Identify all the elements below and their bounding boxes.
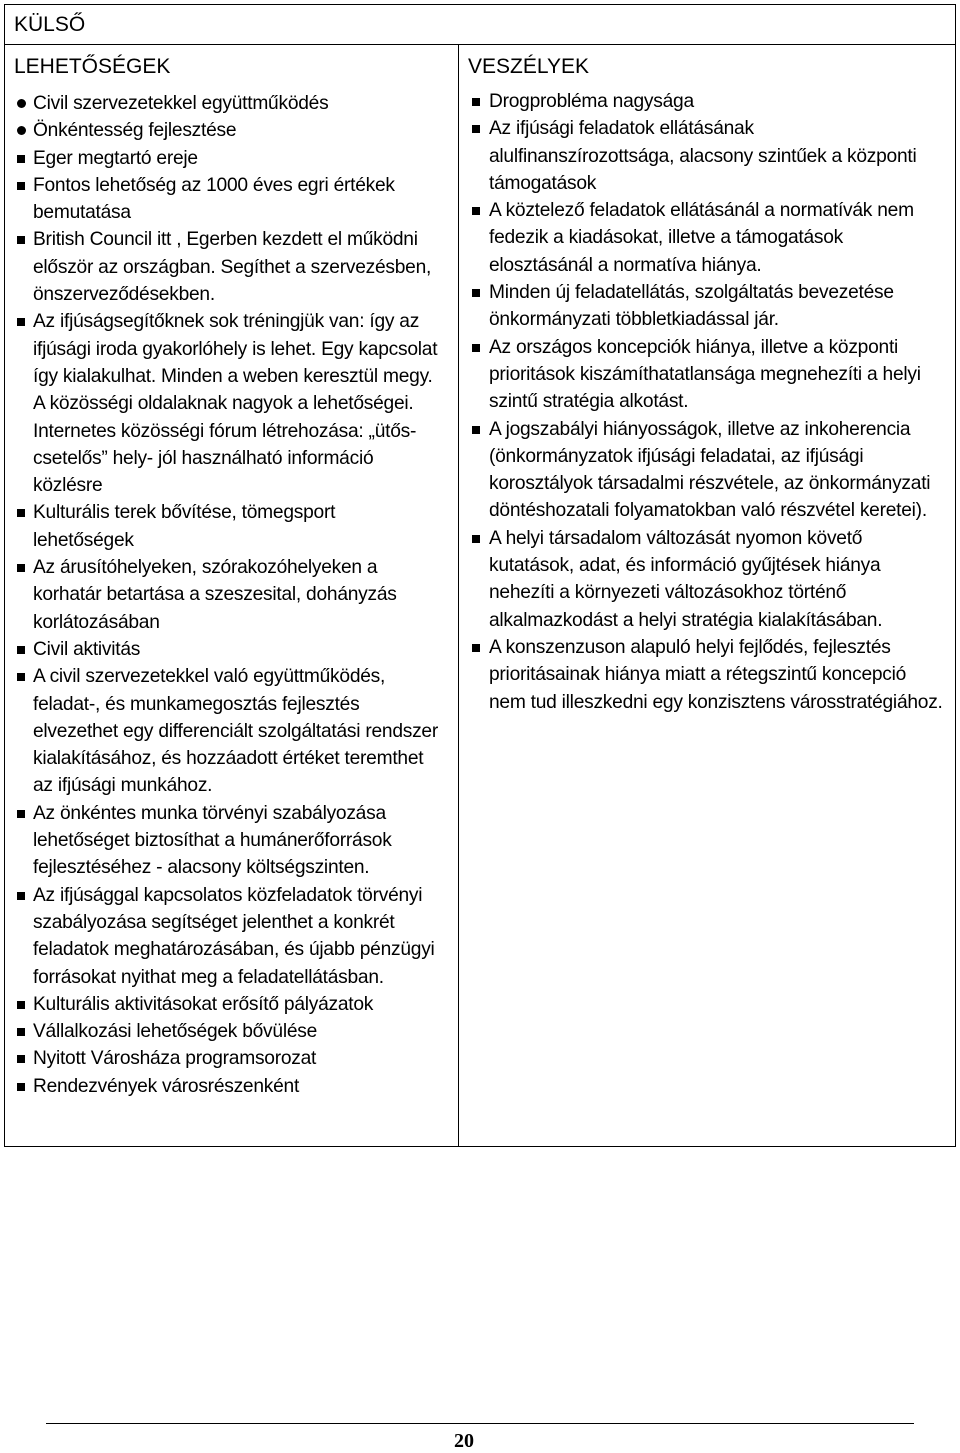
footer-divider [46, 1423, 914, 1424]
list-item [459, 416, 955, 525]
list-item [5, 663, 458, 799]
list-item [5, 1018, 458, 1045]
list-item [459, 279, 955, 334]
list-item-text: A jogszabályi hiányosságok, illetve az inkoherencia (önkormányzatok ifjúsági feladatai, az ifjúsági korosztályok társadalmi részvétele, az önkormányzati döntéshozatali folyamatokban való részvétel keretei). [489, 418, 931, 522]
list-item [459, 115, 955, 197]
list-item [5, 800, 458, 882]
square-bullet-icon [17, 564, 25, 572]
list-item [5, 1073, 458, 1100]
list-item-text: A köztelező feladatok ellátásánál a normatívák nem fedezik a kiadásokat, illetve a támogatások elosztásánál a normatíva hiánya. [489, 200, 914, 276]
list-item-text: Az ifjúságsegítőknek sok tréningjük van: így az ifjúsági iroda gyakorlóhely is lehet. Egy kapcsolat így kialakulhat. Minden a weben keresztül megy. A közösségi oldalaknak nagyok a lehetőségei. Internetes közösségi fórum létrehozása: „ütős-csetelős” hely- jól használható információ közlésre [33, 311, 438, 497]
round-bullet-icon [17, 99, 26, 108]
square-bullet-icon [472, 344, 480, 352]
list-item-text: A konszenzuson alapuló helyi fejlődés, fejlesztés prioritásainak hiánya miatt a rétegszintű koncepció nem tud illeszkedni egy konzisztens városstratégiához. [489, 636, 943, 713]
square-bullet-icon [472, 535, 480, 543]
square-bullet-icon [17, 318, 25, 326]
list-item [5, 90, 458, 117]
list-item [5, 226, 458, 308]
square-bullet-icon [472, 426, 480, 434]
square-bullet-icon [17, 236, 25, 244]
list-item [459, 334, 955, 416]
threats-heading: VESZÉLYEK [468, 55, 589, 78]
square-bullet-icon [472, 98, 480, 106]
square-bullet-icon [17, 646, 25, 654]
square-bullet-icon [17, 509, 25, 517]
square-bullet-icon [472, 289, 480, 297]
list-item-text: Az ifjúsági feladatok ellátásának alulfinanszírozottsága, alacsony szintűek a központi támogatások [489, 118, 917, 194]
list-item [5, 1045, 458, 1072]
list-item-text: A civil szervezetekkel való együttműködés, feladat-, és munkamegosztás fejlesztés elvezethet egy differenciált szolgáltatási rendszer kialakításához, és hozzáadott értéket teremthet az ifjúsági munkához. [33, 666, 438, 797]
list-item [459, 197, 955, 279]
threats-list [459, 88, 955, 716]
threats-column [459, 45, 955, 1146]
section-title: KÜLSŐ [5, 5, 955, 45]
list-item-text: Kulturális aktivitásokat erősítő pályázatok [33, 993, 374, 1015]
list-item [5, 636, 458, 663]
list-item-text: Eger megtartó ereje [33, 147, 198, 169]
opportunities-column [5, 45, 459, 1146]
list-item-text: A helyi társadalom változását nyomon követő kutatások, adat, és információ gyűjtések hiánya nehezíti a környezeti változásokhoz történő alkalmazkodást a helyi stratégia kialakításában. [489, 527, 883, 631]
square-bullet-icon [17, 810, 25, 818]
square-bullet-icon [17, 1083, 25, 1091]
list-item-text: Vállalkozási lehetőségek bővülése [33, 1021, 318, 1043]
list-item [459, 525, 955, 634]
page-number: 20 [454, 1430, 474, 1452]
square-bullet-icon [17, 1001, 25, 1009]
list-item-text: Minden új feladatellátás, szolgáltatás bevezetése önkormányzati többletkiadással jár. [489, 282, 894, 331]
square-bullet-icon [17, 1028, 25, 1036]
opportunities-heading: LEHETŐSÉGEK [14, 55, 171, 78]
swot-external-table [4, 4, 956, 1147]
list-item-text: Önkéntesség fejlesztése [33, 120, 237, 142]
list-item-text: Drogprobléma nagysága [489, 91, 694, 112]
square-bullet-icon [472, 125, 480, 133]
list-item [5, 117, 458, 144]
list-item [5, 554, 458, 636]
opportunities-list [5, 90, 458, 1100]
list-item-text: Nyitott Városháza programsorozat [33, 1048, 317, 1070]
square-bullet-icon [472, 644, 480, 652]
list-item-text: Fontos lehetőség az 1000 éves egri értékek bemutatása [33, 174, 395, 224]
list-item-text: British Council itt , Egerben kezdett el működni először az országban. Segíthet a szervezésben, önszerveződésekben. [33, 229, 432, 306]
list-item [459, 88, 955, 115]
list-item-text: Az önkéntes munka törvényi szabályozása lehetőséget biztosíthat a humánerőforrások fejlesztéséhez - alacsony költségszinten. [33, 802, 392, 879]
list-item-text: Rendezvények városrészenként [33, 1075, 300, 1097]
square-bullet-icon [17, 1055, 25, 1063]
square-bullet-icon [472, 207, 480, 215]
list-item-text: Az ifjúsággal kapcsolatos közfeladatok törvényi szabályozása segítséget jelenthet a konkrét feladatok meghatározásában, és újabb pénzügyi forrásokat nyithat meg a feladatellátásban. [33, 884, 435, 988]
list-item-text: Civil aktivitás [33, 638, 141, 660]
list-item [5, 499, 458, 554]
square-bullet-icon [17, 155, 25, 163]
list-item-text: Az országos koncepciók hiánya, illetve a központi prioritások kiszámíthatatlansága megnehezíti a helyi szintű stratégia alkotást. [489, 336, 921, 413]
list-item [5, 991, 458, 1018]
square-bullet-icon [17, 673, 25, 681]
list-item [5, 882, 458, 991]
list-item [459, 634, 955, 716]
list-item-text: Kulturális terek bővítése, tömegsport lehetőségek [33, 502, 336, 551]
list-item-text: Az árusítóhelyeken, szórakozóhelyeken a korhatár betartása a szeszesital, dohányzás korlátozásában [33, 557, 397, 633]
square-bullet-icon [17, 182, 25, 190]
list-item [5, 308, 458, 499]
list-item-text: Civil szervezetekkel együttműködés [33, 93, 329, 114]
list-item [5, 145, 458, 172]
list-item [5, 172, 458, 227]
round-bullet-icon [17, 126, 26, 135]
square-bullet-icon [17, 892, 25, 900]
